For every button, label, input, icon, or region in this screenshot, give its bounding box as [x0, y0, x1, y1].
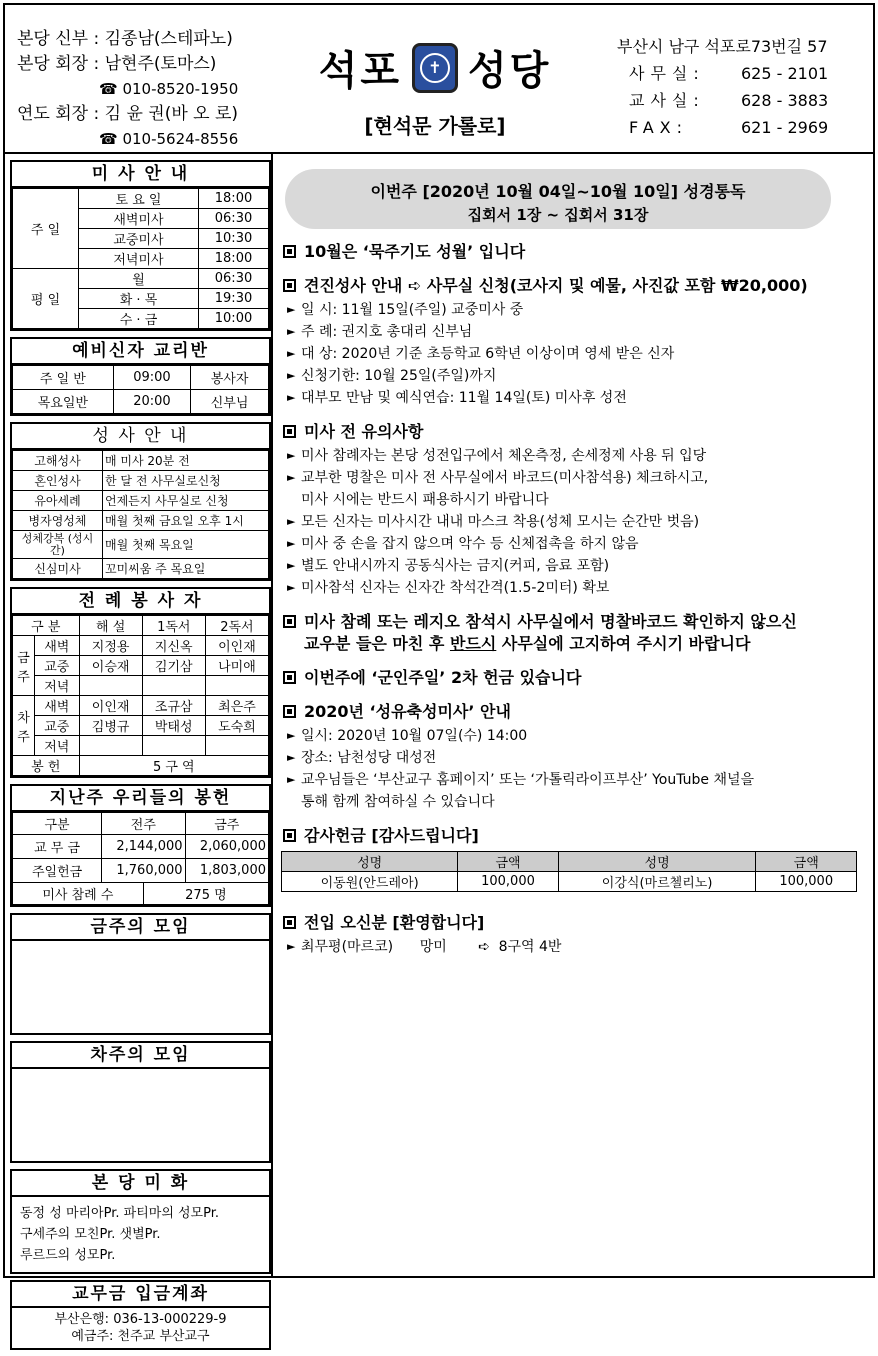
col-header: 성명	[282, 852, 458, 872]
arrow-bullet-icon: ►	[287, 559, 296, 572]
staff-info	[17, 27, 238, 152]
class-time: 20:00	[113, 390, 190, 414]
server-name: 조규삼	[142, 696, 205, 716]
square-bullet-icon	[283, 245, 296, 258]
arrow-bullet-icon: ►	[287, 325, 296, 338]
sacraments-box	[10, 422, 271, 581]
barcode-line-1: 미사 참례 또는 레지오 참석시 사무실에서 명찰바코드 확인하지 않으신	[304, 612, 797, 631]
contact-label: 교사실:	[629, 91, 705, 110]
offering-amount: 1,803,000	[185, 859, 268, 883]
sacrament-info: 언제든지 사무실로 신청	[103, 491, 269, 511]
notice-item: 일시: 2020년 10월 07일(수) 14:00	[301, 728, 528, 744]
notice-item: 대부모 만남 및 예식연습: 11월 14일(토) 미사후 성전	[301, 390, 627, 406]
church-name-1: 석포	[318, 48, 402, 94]
donor-name: 이강식(마르첼리노)	[558, 872, 756, 892]
arrow-bullet-icon: ►	[287, 581, 296, 594]
class-teacher: 신부님	[191, 390, 269, 414]
barcode-notice	[281, 611, 867, 655]
square-bullet-icon	[283, 829, 296, 842]
thanks-offering	[281, 825, 867, 892]
parish-story-content	[12, 1197, 269, 1272]
thanks-table	[281, 851, 857, 892]
mass-time: 06:30	[199, 269, 269, 289]
sacrament-name: 고해성사	[13, 451, 103, 471]
notice-heading: 2020년 ‘성유축성미사’ 안내	[304, 702, 511, 721]
account-holder: 예금주: 천주교 부산교구	[71, 1329, 210, 1344]
notice-heading: 견진성사 안내 ➪ 사무실 신청(코사지 및 예물, 사진값 포함 ₩20,000)	[304, 276, 808, 295]
col-header: 금액	[756, 852, 857, 872]
col-header: 구분	[13, 813, 102, 835]
notice-item: 주 례: 권지호 총대리 신부님	[301, 324, 473, 340]
sacrament-name: 병자영성체	[13, 511, 103, 531]
president-phone: ☎ 010-8520-1950	[99, 80, 239, 98]
right-column	[281, 169, 867, 958]
offering-label: 봉 헌	[13, 756, 80, 776]
server-name: 최은주	[205, 696, 268, 716]
this-week-meetings-box	[10, 913, 271, 1035]
next-week-label: 차주	[13, 696, 35, 756]
church-title	[305, 39, 565, 139]
parish-story-title: 본 당 미 화	[12, 1171, 269, 1197]
offering-value: 5 구 역	[79, 756, 268, 776]
col-header: 2독서	[205, 616, 268, 636]
mass-time: 18:00	[199, 189, 269, 209]
offering-amount: 1,760,000	[102, 859, 185, 883]
sacrament-info: 매월 첫째 목요일	[103, 531, 269, 559]
parish-story-box	[10, 1169, 271, 1274]
notice-item: 모든 신자는 미사시간 내내 마스크 착용(성체 모시는 순간만 벗음)	[301, 514, 700, 530]
this-week-meetings-title: 금주의 모임	[12, 915, 269, 941]
barcode-emphasis: 반드시	[449, 634, 497, 653]
mass-time: 06:30	[199, 209, 269, 229]
barcode-line-2b: 사무실에 고지하여 주시기 바랍니다	[496, 634, 751, 653]
notice-item-continued: 미사 시에는 반드시 패용하시기 바랍니다	[301, 492, 549, 508]
col-header: 1독서	[142, 616, 205, 636]
mass-name: 화 · 목	[79, 289, 199, 309]
notice-heading: 전입 오신분 [환영합니다]	[304, 913, 485, 932]
square-bullet-icon	[283, 705, 296, 718]
server-name	[142, 676, 205, 696]
church-name-2: 성당	[468, 48, 552, 94]
offering-type: 주일헌금	[13, 859, 102, 883]
server-name	[205, 676, 268, 696]
square-bullet-icon	[283, 425, 296, 438]
server-name	[205, 736, 268, 756]
col-header: 전주	[102, 813, 185, 835]
chrism-mass-notice	[281, 701, 867, 813]
col-header: 해 설	[79, 616, 142, 636]
arrow-bullet-icon: ►	[287, 471, 296, 484]
server-mass: 저녁	[35, 676, 80, 696]
contact-info	[617, 33, 828, 141]
notice-item: 대 상: 2020년 기준 초등학교 6학년 이상이며 영세 받은 신자	[301, 346, 675, 362]
precautions-notice	[281, 421, 867, 599]
donor-name: 이동원(안드레아)	[282, 872, 458, 892]
account-box	[10, 1280, 271, 1350]
server-mass: 교중	[35, 656, 80, 676]
server-name: 이인재	[205, 636, 268, 656]
sacrament-info: 매 미사 20분 전	[103, 451, 269, 471]
server-mass: 새벽	[35, 696, 80, 716]
mass-time: 10:00	[199, 309, 269, 329]
square-bullet-icon	[283, 615, 296, 628]
notice-item: 미사 참례자는 본당 성전입구에서 체온측정, 손세정제 사용 뒤 입당	[301, 448, 707, 464]
server-mass: 저녁	[35, 736, 80, 756]
bible-reading-range: 집회서 1장 ~ 집회서 31장	[467, 206, 649, 224]
altar-servers-table	[12, 615, 269, 776]
sacrament-name: 혼인성사	[13, 471, 103, 491]
notice-item: 미사참석 신자는 신자간 착석간격(1.5-2미터) 확보	[301, 580, 610, 596]
sacraments-table	[12, 450, 269, 579]
server-name: 박태성	[142, 716, 205, 736]
next-week-meetings-content	[12, 1069, 269, 1161]
server-name	[79, 736, 142, 756]
server-mass: 새벽	[35, 636, 80, 656]
confirmation-notice	[281, 275, 867, 409]
contact-label: FAX:	[629, 118, 689, 137]
parish-story-line: 구세주의 모친Pr. 샛별Pr.	[20, 1227, 161, 1242]
offering-type: 교 무 금	[13, 835, 102, 859]
arrow-bullet-icon: ►	[287, 369, 296, 382]
notice-item: 미사 중 손을 잡지 않으며 악수 등 신체접촉을 하지 않음	[301, 536, 639, 552]
pastor: 본당 신부 : 김종남(스테파노)	[17, 29, 233, 49]
square-bullet-icon	[283, 671, 296, 684]
server-name: 이인재	[79, 696, 142, 716]
bible-reading-banner	[285, 169, 831, 229]
bible-reading-title: 이번주 [2020년 10월 04일~10월 10일] 성경통독	[370, 182, 746, 201]
altar-servers-box	[10, 587, 271, 778]
catechumen-box	[10, 337, 271, 416]
newcomer-notice	[281, 912, 867, 958]
server-mass: 교중	[35, 716, 80, 736]
server-name: 이승재	[79, 656, 142, 676]
mass-time: 10:30	[199, 229, 269, 249]
donation-amount: 100,000	[458, 872, 559, 892]
notice-item: 신청기한: 10월 25일(주일)까지	[301, 368, 497, 384]
this-week-label: 금주	[13, 636, 35, 696]
contact-number: 625 - 2101	[741, 64, 829, 83]
mass-table	[12, 188, 269, 329]
arrow-bullet-icon: ►	[287, 449, 296, 462]
catechumen-title: 예비신자 교리반	[12, 339, 269, 365]
square-bullet-icon	[283, 916, 296, 929]
barcode-line-2a: 교우분 들은 마친 후	[304, 634, 450, 653]
address: 부산시 남구 석포로73번길 57	[617, 37, 828, 56]
square-bullet-icon	[283, 279, 296, 292]
arrow-bullet-icon: ►	[287, 537, 296, 550]
server-name: 지신옥	[142, 636, 205, 656]
class-teacher: 봉사자	[191, 366, 269, 390]
server-name: 김병규	[79, 716, 142, 736]
notice-heading: 이번주에 ‘군인주일’ 2차 헌금 있습니다	[304, 668, 582, 687]
church-subtitle: [현석문 가롤로]	[364, 114, 506, 138]
class-time: 09:00	[113, 366, 190, 390]
server-name: 김기삼	[142, 656, 205, 676]
server-name: 지정용	[79, 636, 142, 656]
mass-info-box	[10, 160, 271, 331]
catechumen-table	[12, 365, 269, 414]
sacrament-name: 성체강복 (성시간)	[13, 531, 103, 559]
sacrament-name: 유아세례	[13, 491, 103, 511]
notice-heading: 미사 전 유의사항	[304, 422, 424, 441]
notice-item-continued: 통해 함께 참여하실 수 있습니다	[301, 794, 495, 810]
donation-amount: 100,000	[756, 872, 857, 892]
arrow-bullet-icon: ►	[287, 773, 296, 786]
notice-heading: 10월은 ‘묵주기도 성월’ 입니다	[304, 242, 526, 261]
youth-president: 연도 회장 : 김 윤 권(바 오 로)	[17, 104, 239, 124]
mass-name: 저녁미사	[79, 249, 199, 269]
mass-info-title: 미 사 안 내	[12, 162, 269, 188]
contact-label: 사무실:	[629, 64, 705, 83]
server-name: 도숙희	[205, 716, 268, 736]
col-header: 금주	[185, 813, 268, 835]
offerings-title: 지난주 우리들의 봉헌	[12, 786, 269, 812]
sunday-label: 주 일	[13, 189, 79, 269]
offerings-table	[12, 812, 269, 905]
military-notice	[281, 667, 867, 689]
bulletin-page	[3, 3, 875, 1344]
server-name	[142, 736, 205, 756]
arrow-bullet-icon: ►	[287, 751, 296, 764]
next-week-meetings-box	[10, 1041, 271, 1163]
sacrament-info: 꼬미씨움 주 목요일	[103, 559, 269, 579]
class-name: 주 일 반	[13, 366, 114, 390]
parish-story-line: 루르드의 성모Pr.	[20, 1248, 116, 1263]
weekday-label: 평 일	[13, 269, 79, 329]
arrow-bullet-icon: ►	[287, 729, 296, 742]
attendance-value: 275 명	[143, 883, 268, 905]
class-name: 목요일반	[13, 390, 114, 414]
sacrament-info: 한 달 전 사무실로신청	[103, 471, 269, 491]
mass-time: 18:00	[199, 249, 269, 269]
rosary-notice	[281, 241, 867, 263]
account-title: 교무금 입금계좌	[12, 1282, 269, 1308]
sacrament-info: 매월 첫째 금요일 오후 1시	[103, 511, 269, 531]
mass-time: 19:30	[199, 289, 269, 309]
next-week-meetings-title: 차주의 모임	[12, 1043, 269, 1069]
offering-amount: 2,060,000	[185, 835, 268, 859]
left-column	[10, 160, 271, 1356]
notice-item: 최무평(마르코) 망미 ➪ 8구역 4반	[301, 939, 562, 955]
contact-number: 621 - 2969	[741, 118, 829, 137]
notice-item: 일 시: 11월 15일(주일) 교중미사 중	[301, 302, 524, 318]
server-name: 나미애	[205, 656, 268, 676]
mass-name: 교중미사	[79, 229, 199, 249]
bulletin-header	[5, 5, 873, 154]
col-header: 성명	[558, 852, 756, 872]
sacraments-title: 성 사 안 내	[12, 424, 269, 450]
offering-amount: 2,144,000	[102, 835, 185, 859]
sacrament-name: 신심미사	[13, 559, 103, 579]
offerings-box	[10, 784, 271, 907]
arrow-bullet-icon: ►	[287, 303, 296, 316]
notice-heading: 감사헌금 [감사드립니다]	[304, 826, 479, 845]
mass-name: 새벽미사	[79, 209, 199, 229]
notice-item: 장소: 남천성당 대성전	[301, 750, 437, 766]
church-logo-icon: ✝	[412, 43, 458, 93]
mass-name: 월	[79, 269, 199, 289]
notice-item: 별도 안내시까지 공동식사는 금지(커피, 음료 포함)	[301, 558, 610, 574]
president: 본당 회장 : 남현주(토마스)	[17, 54, 217, 74]
altar-servers-title: 전 례 봉 사 자	[12, 589, 269, 615]
server-name	[79, 676, 142, 696]
attendance-label: 미사 참례 수	[13, 883, 144, 905]
arrow-bullet-icon: ►	[287, 391, 296, 404]
account-content	[12, 1308, 269, 1348]
parish-story-line: 동정 성 마리아Pr. 파티마의 성모Pr.	[20, 1206, 220, 1221]
col-header: 구 분	[13, 616, 80, 636]
col-header: 금액	[458, 852, 559, 872]
notice-item: 교부한 명찰은 미사 전 사무실에서 바코드(미사참석용) 체크하시고,	[301, 470, 709, 486]
youth-phone: ☎ 010-5624-8556	[99, 130, 239, 148]
notice-heading	[304, 611, 797, 655]
this-week-meetings-content	[12, 941, 269, 1033]
arrow-bullet-icon: ►	[287, 515, 296, 528]
notice-item: 교우님들은 ‘부산교구 홈페이지’ 또는 ‘가톨릭라이프부산’ YouTube 채널을	[301, 772, 755, 788]
mass-name: 수 · 금	[79, 309, 199, 329]
arrow-bullet-icon: ►	[287, 940, 296, 953]
arrow-bullet-icon: ►	[287, 347, 296, 360]
mass-name: 토 요 일	[79, 189, 199, 209]
contact-number: 628 - 3883	[741, 91, 829, 110]
column-divider	[271, 154, 273, 1278]
account-bank: 부산은행: 036-13-000229-9	[54, 1312, 227, 1327]
